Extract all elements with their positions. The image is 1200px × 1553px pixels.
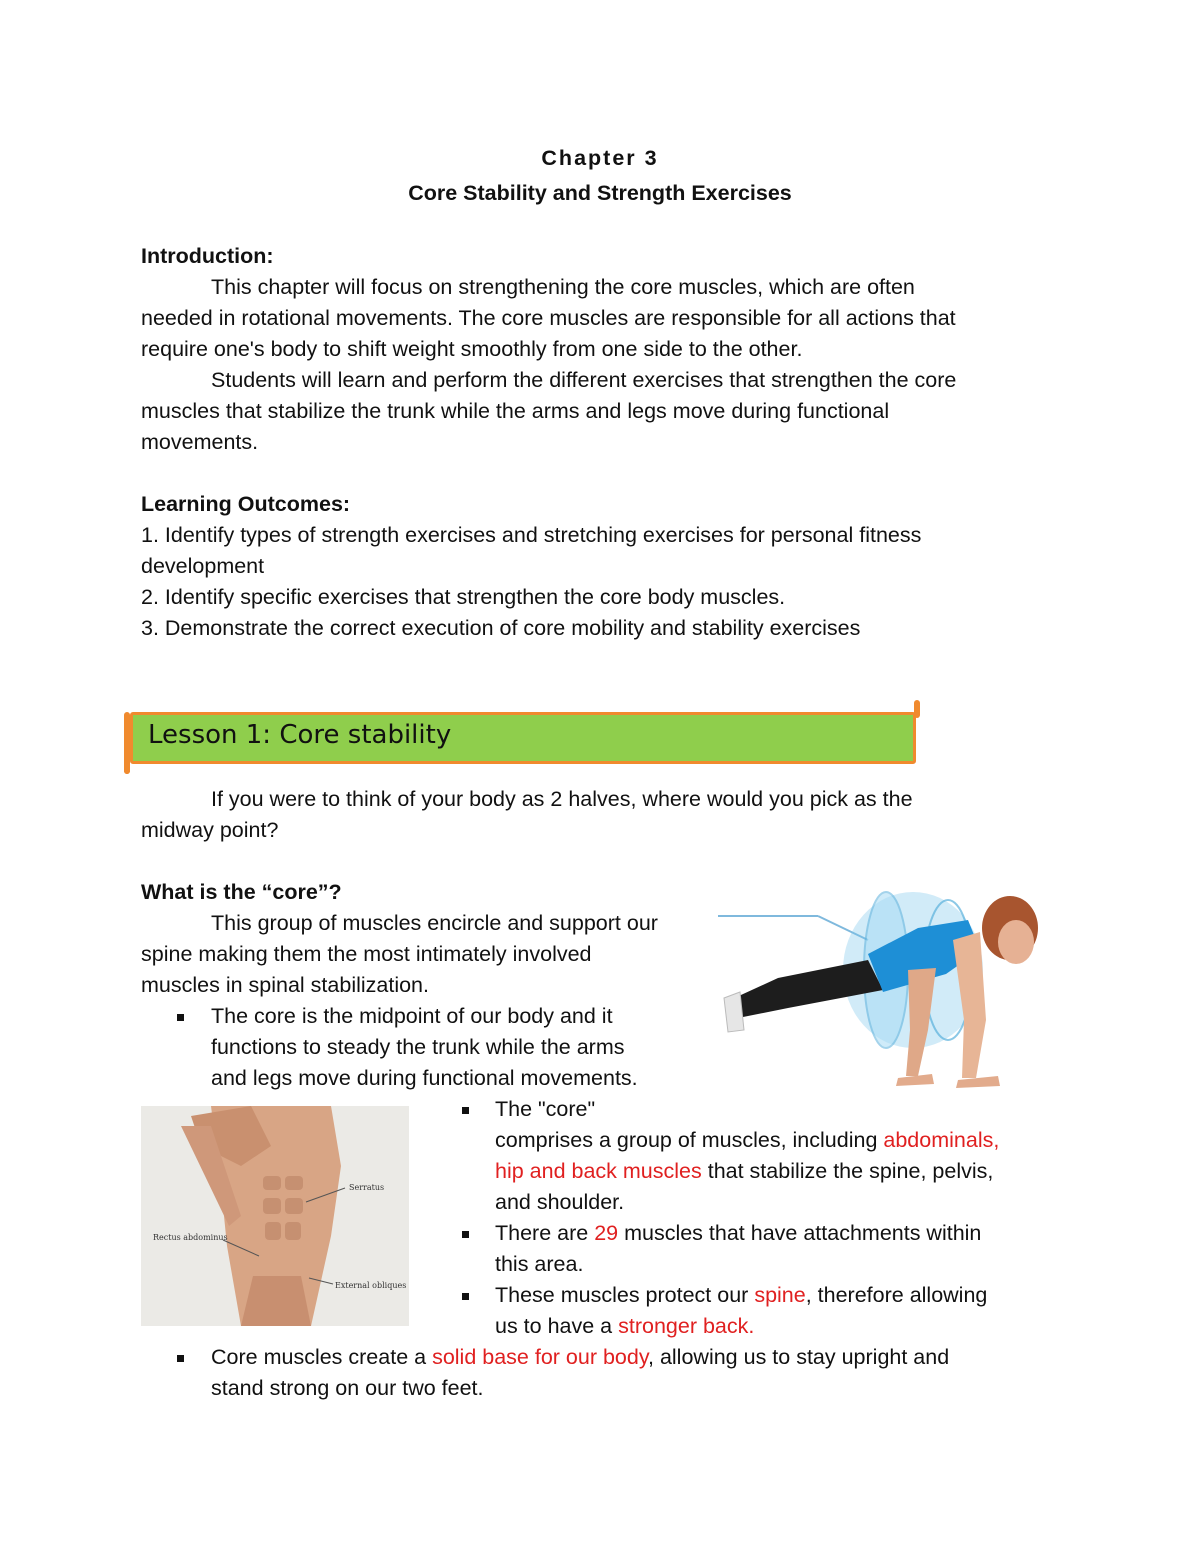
bullet2-line4: and shoulder. bbox=[495, 1190, 625, 1214]
core-p-line3: muscles in spinal stabilization. bbox=[141, 973, 429, 997]
lesson-question-line1: If you were to think of your body as 2 halves, where would you pick as the bbox=[211, 787, 913, 811]
emphasis-stronger-back: stronger back. bbox=[618, 1314, 755, 1338]
emphasis-solid-base: solid base for our body bbox=[432, 1345, 648, 1369]
bullet5-line1: Core muscles create a solid base for our body, allowing us to stay upright and bbox=[211, 1345, 950, 1369]
bullet5-line2: stand strong on our two feet. bbox=[211, 1376, 484, 1400]
outcome-2: 2. Identify specific exercises that strengthen the core body muscles. bbox=[141, 585, 786, 609]
emphasis-spine: spine bbox=[754, 1283, 806, 1307]
anatomy-label-rectus: Rectus abdominus bbox=[153, 1233, 228, 1242]
bullet2-line2: comprises a group of muscles, including abdominals, bbox=[495, 1128, 1000, 1152]
learning-outcomes-heading: Learning Outcomes: bbox=[141, 492, 351, 516]
emphasis-abdominals: abdominals, bbox=[883, 1128, 1000, 1152]
intro-p2-line3: movements. bbox=[141, 430, 259, 454]
bullet3-line2: this area. bbox=[495, 1252, 584, 1276]
pushup-image bbox=[718, 880, 1058, 1095]
anatomy-label-serratus: Serratus bbox=[349, 1183, 385, 1192]
bullet-marker bbox=[462, 1293, 469, 1300]
bullet1-line1: The core is the midpoint of our body and it bbox=[211, 1004, 613, 1028]
lesson-title: Lesson 1: Core stability bbox=[148, 720, 452, 750]
intro-p2-line1: Students will learn and perform the different exercises that strengthen the core bbox=[211, 368, 957, 392]
emphasis-29: 29 bbox=[594, 1221, 619, 1245]
core-heading: What is the “core”? bbox=[141, 880, 342, 904]
bullet4-line1: These muscles protect our spine, therefore allowing bbox=[495, 1283, 988, 1307]
core-p-line1: This group of muscles encircle and support our bbox=[211, 911, 658, 935]
intro-p1-line2: needed in rotational movements. The core muscles are responsible for all actions that bbox=[141, 306, 956, 330]
anatomy-image bbox=[141, 1106, 409, 1326]
emphasis-hip-back: hip and back muscles bbox=[495, 1159, 702, 1183]
bullet2-line1: The "core" bbox=[495, 1097, 596, 1121]
lesson-banner bbox=[124, 706, 920, 768]
bullet-marker bbox=[177, 1355, 184, 1362]
bullet-marker bbox=[462, 1231, 469, 1238]
bullet3-line1: There are 29 muscles that have attachments within bbox=[495, 1221, 982, 1245]
intro-p2-line2: muscles that stabilize the trunk while the arms and legs move during functional bbox=[141, 399, 890, 423]
outcome-1-line1: 1. Identify types of strength exercises and stretching exercises for personal fitness bbox=[141, 523, 922, 547]
bullet1-line3: and legs move during functional movements. bbox=[211, 1066, 638, 1090]
bullet-marker bbox=[177, 1014, 184, 1021]
introduction-heading: Introduction: bbox=[141, 244, 274, 268]
core-p-line2: spine making them the most intimately involved bbox=[141, 942, 592, 966]
bullet-marker bbox=[462, 1107, 469, 1114]
bullet2-line3: hip and back muscles that stabilize the spine, pelvis, bbox=[495, 1159, 994, 1183]
chapter-title: Core Stability and Strength Exercises bbox=[408, 181, 792, 205]
lesson-question-line2: midway point? bbox=[141, 818, 279, 842]
intro-p1-line3: require one's body to shift weight smoothly from one side to the other. bbox=[141, 337, 803, 361]
bullet1-line2: functions to steady the trunk while the arms bbox=[211, 1035, 625, 1059]
outcome-3: 3. Demonstrate the correct execution of core mobility and stability exercises bbox=[141, 616, 861, 640]
intro-p1-line1: This chapter will focus on strengthening the core muscles, which are often bbox=[211, 275, 915, 299]
outcome-1-line2: development bbox=[141, 554, 265, 578]
anatomy-label-obliques: External obliques bbox=[335, 1281, 407, 1290]
bullet4-line2: us to have a stronger back. bbox=[495, 1314, 755, 1338]
chapter-number: Chapter 3 bbox=[541, 146, 659, 170]
